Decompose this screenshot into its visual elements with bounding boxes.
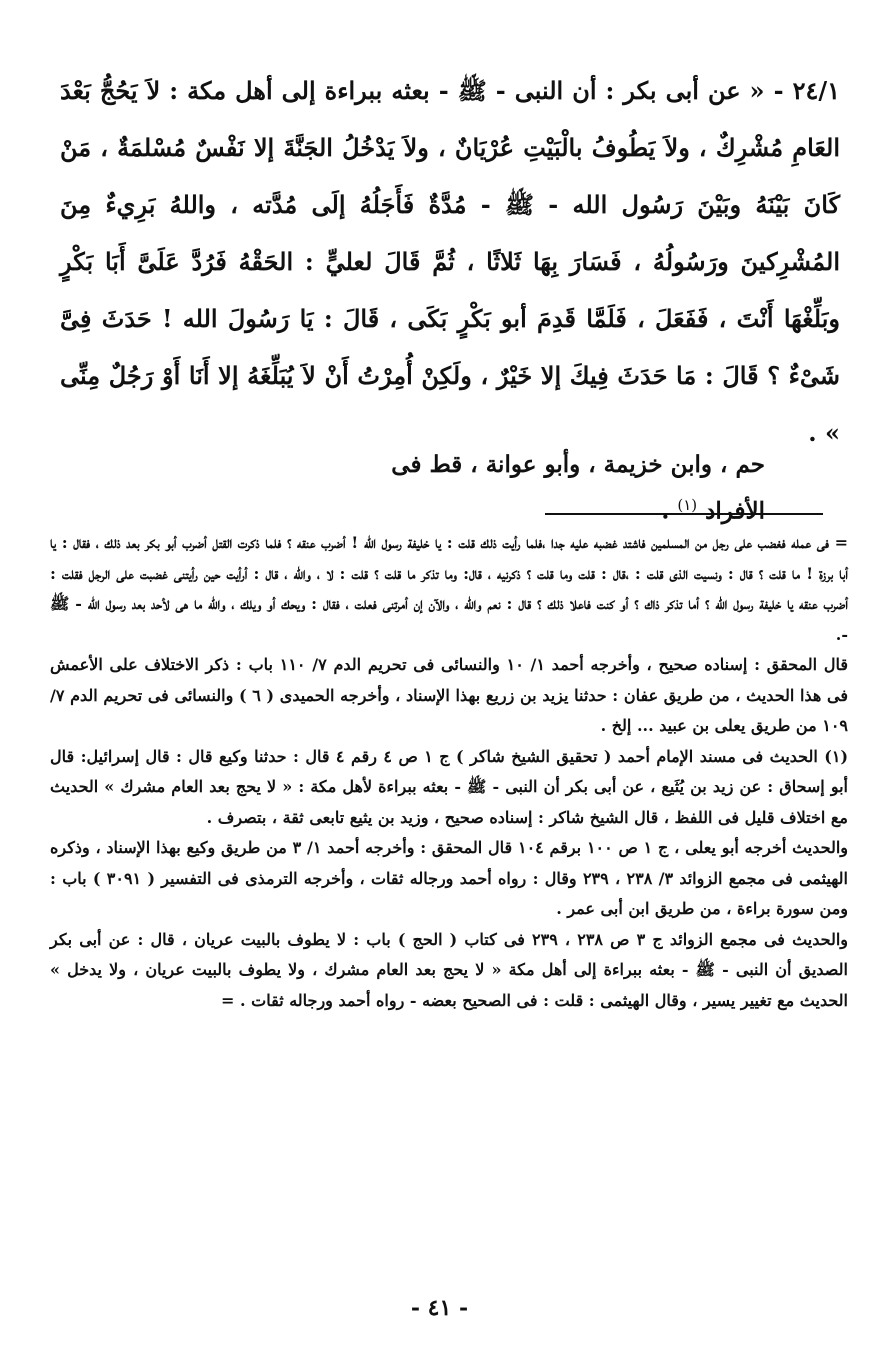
footnote-continuation: = فى عمله فغضب على رجل من المسلمين فاشتد غضبه عليه جدا ،فلما رأيت ذلك قلت : يا خليفة رسول الله ! أضرب عنقه ؟ فلما ذكرت القتل أضرب أبو بكر بعد ذلك ، فقال : يا أبا برزة ! ما قلت ؟ قال : ونسيت الذى قلت : ،قال : قلت وما قلت ؟ ذكرنيه ، قال: وما تذكر ما قلت ؟ قلت : لا ، والله ، قال : أرأيت حين رأيتنى غضبت على الرجل فقلت : أضرب عنقه يا خليفة رسول الله ؟ أما تذكر ذاك ؟ أو كنت فاعلا ذلك ؟ قال : نعم والله ، والآن إن أمرتنى فعلت ، فقال : ويحك أو ويلك ، والله ما هى لأحد بعد رسول الله - ﷺ -. [50, 533, 848, 644]
footnote-verifier-note: قال المحقق : إسناده صحيح ، وأخرجه أحمد ١/ ١٠ والنسائى فى تحريم الدم ٧/ ١١٠ باب : ذكر الاختلاف على الأعمش فى هذا الحديث ، من طريق عفان : حدثنا يزيد بن زريع بهذا الإسناد ، وأخرجه الحميدى ( ٦ ) والنسائى فى تحريم الدم ٧/ ١٠٩ من طريق يعلى بن عبيد ... إلخ . [50, 655, 848, 735]
footnote-divider [545, 513, 823, 515]
source-text: حم ، وابن خزيمة ، وأبو عوانة ، قط فى الأفراد [391, 451, 765, 525]
footnote-1-abu-yala: والحديث أخرجه أبو يعلى ، ج ١ ص ١٠٠ برقم ١٠٤ قال المحقق : وأخرجه أحمد ١/ ٣ من طريق وكيع بهذا الإسناد ، وذكره الهيثمى فى مجمع الزوائد ٣/ ٢٣٨ ، ٢٣٩ وقال : رواه أحمد ورجاله ثقات ، وأخرجه الترمذى فى التفسير ( ٣٠٩١ ) باب : ومن سورة براءة ، من طريق ابن أبى عمر . [50, 838, 849, 918]
hadith-paragraph: ٢٤/١ - « عن أبى بكر : أن النبى - ﷺ - بعثه ببراءة إلى أهل مكة : لاَ يَحُجُّ بَعْدَ العَامِ مُشْرِكٌ ، ولاَ يَطُوفُ بالْبَيْتِ عُرْيَانٌ ، ولاَ يَدْخُلُ الجَنَّةَ إلا نَفْسٌ مُسْلمَةٌ ، مَنْ كَانَ بَيْنَهُ وبَيْنَ رَسُول الله - ﷺ - مُدَّةٌ فَأَجَلُهُ إلَى مُدَّته ، واللهُ بَرِيءٌ مِنَ المُشْرِكينَ ورَسُولُهُ ، فَسَارَ بِهَا ثَلاثًا ، ثُمَّ قَالَ لعليٍّ : الحَقْهُ فَرُدَّ عَلَىَّ أَبَا بَكْرٍ وبَلِّغْهَا أَنْتَ ، فَفَعَلَ ، فَلَمَّا قَدِمَ أبو بَكْرٍ بَكَى ، قَالَ : يَا رَسُولَ الله ! حَدَثَ فِىَّ شَىْءٌ ؟ قَالَ : مَا حَدَثَ فِيكَ إلا خَيْرٌ ، ولَكِنْ أُمِرْتُ أَنْ لاَ يُبَلِّغَهُ إلا أَنَا أَوْ رَجُلٌ مِنِّى » . [60, 76, 841, 447]
hadith-text [60, 62, 840, 461]
footnote-reference: (١) [677, 496, 698, 514]
source-attribution [330, 445, 765, 532]
footnotes-section [50, 528, 848, 1016]
footnote-1-majma: والحديث فى مجمع الزوائد ج ٣ ص ٢٣٨ ، ٢٣٩ فى كتاب ( الحج ) باب : لا يطوف بالبيت عريان ، قال : عن أبى بكر الصديق أن النبى - ﷺ - بعثه ببراءة إلى أهل مكة « لا يحج بعد العام مشرك ، ولا يطوف بالبيت عريان ، ولا يدخل » الحديث مع تغيير يسير ، وقال الهيثمى : قلت : فى الصحيح بعضه - رواه أحمد ورجاله ثقات . = [50, 929, 849, 1010]
source-end: . [661, 497, 670, 525]
footnote-1: (١) الحديث فى مسند الإمام أحمد ( تحقيق الشيخ شاكر ) ج ١ ص ٤ رقم ٤ قال : حدثنا وكيع قال : قال إسرائيل: قال أبو إسحاق : عن زيد بن يُثَيع ، عن أبى بكر أن النبى - ﷺ - بعثه ببراءة لأهل مكة : « لا يحج بعد العام مشرك » الحديث مع اختلاف قليل فى اللفظ ، قال الشيخ شاكر : إسناده صحيح ، وزيد بن يثيع تابعى ثقة ، بتصرف . [50, 746, 849, 827]
page-number: - ٤١ - [410, 1295, 469, 1321]
